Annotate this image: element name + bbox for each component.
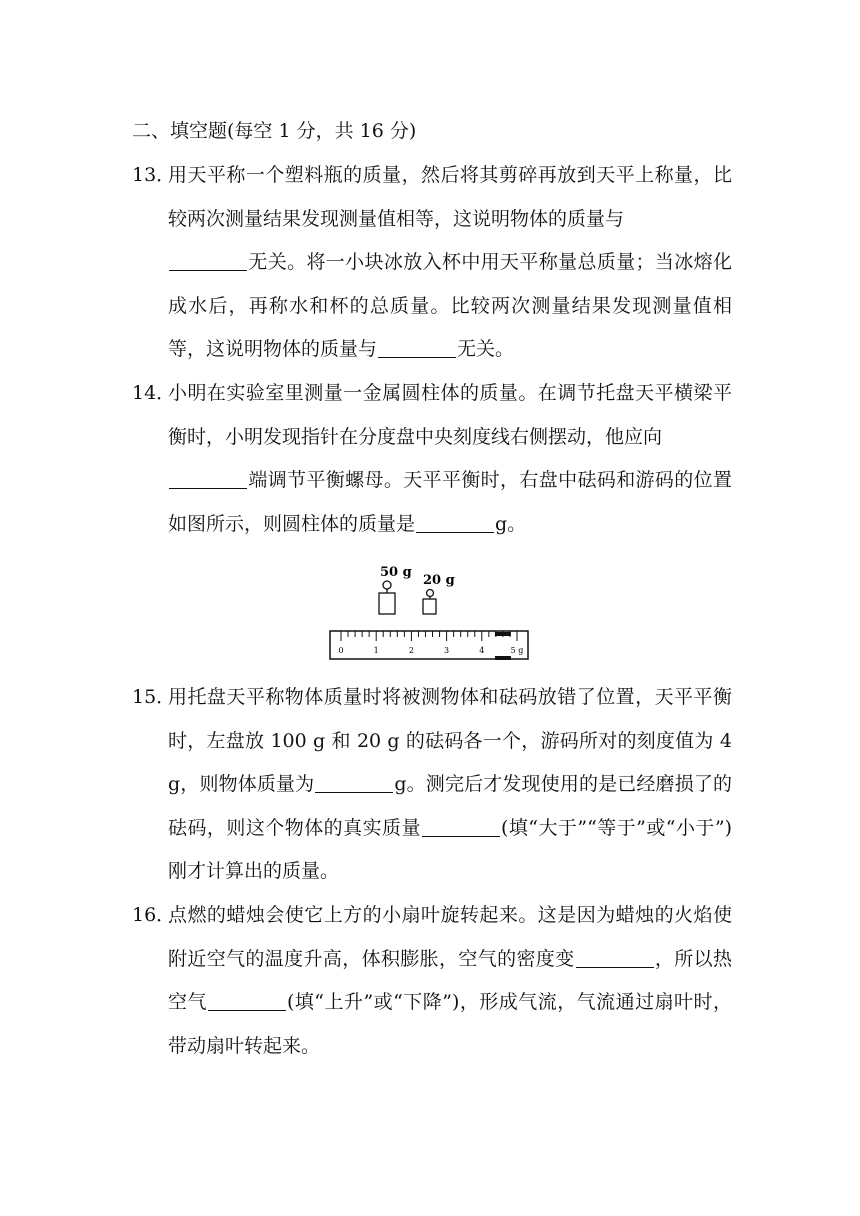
answer-blank[interactable] — [315, 773, 393, 793]
weight-50g — [379, 593, 395, 614]
question-text: 小明在实验室里测量一金属圆柱体的质量。在调节托盘天平横梁平衡时，小明发现指针在分度盘中央刻度线右侧摆动，他应向 端调节平衡螺母。天平平衡时，右盘中砝码和游码的位置如图所示，则圆柱体的质量是 g。 — [168, 382, 732, 535]
rider-bottom — [495, 656, 511, 660]
answer-blank[interactable] — [169, 469, 247, 489]
scale-tick-label: 2 — [408, 646, 414, 655]
scale-tick-label: 0 — [338, 646, 344, 655]
weight-label-50g: 50 g — [380, 565, 412, 580]
weight-20g — [423, 599, 436, 614]
question-14 — [132, 372, 732, 546]
scale-tick-label: 5 g — [510, 646, 524, 655]
scale-tick-label: 4 — [479, 646, 485, 655]
section-title: 二、填空题(每空 1 分，共 16 分) — [132, 120, 417, 142]
answer-blank[interactable] — [422, 817, 500, 837]
answer-blank[interactable] — [576, 948, 654, 968]
question-number: 15． — [132, 686, 176, 708]
answer-blank[interactable] — [378, 338, 456, 358]
question-number: 16． — [132, 904, 176, 926]
question-text: 点燃的蜡烛会使它上方的小扇叶旋转起来。这是因为蜡烛的火焰使附近空气的温度升高，体积膨胀，空气的密度变 ，所以热空气 (填“上升”或“下降”)，形成气流，气流通过扇叶时，带动扇叶转起来。 — [168, 904, 732, 1057]
question-15 — [132, 676, 732, 894]
weight-50g-knob — [383, 581, 391, 589]
question-number: 13． — [132, 164, 176, 186]
question-text: 用天平称一个塑料瓶的质量，然后将其剪碎再放到天平上称量，比较两次测量结果发现测量值相等，这说明物体的质量与 无关。将一小块冰放入杯中用天平称量总质量；当冰熔化成水后，再称水和杯的总质量。比较两次测量结果发现测量值相等，这说明物体的质量与 无关。 — [168, 164, 732, 360]
question-13 — [132, 154, 732, 372]
answer-blank[interactable] — [208, 991, 286, 1011]
scale-tick-label: 1 — [373, 646, 379, 655]
scale-tick-label: 3 — [444, 646, 450, 655]
question-number: 14． — [132, 382, 176, 404]
weight-label-20g: 20 g — [423, 573, 455, 588]
weight-20g-knob — [427, 590, 434, 597]
answer-blank[interactable] — [169, 251, 247, 271]
question-text: 用托盘天平称物体质量时将被测物体和砝码放错了位置，天平平衡时，左盘放 100 g 和 20 g 的砝码各一个，游码所对的刻度值为 4 g，则物体质量为 g。测完后才发现使用的是已经磨损了的砝码，则这个物体的真实质量 (填“大于”“等于”或“小于”)刚才计算出的质量。 — [168, 686, 732, 882]
balance-weights-figure — [326, 561, 532, 663]
rider-top — [495, 632, 511, 636]
answer-blank[interactable] — [416, 513, 494, 533]
question-16 — [132, 894, 732, 1068]
